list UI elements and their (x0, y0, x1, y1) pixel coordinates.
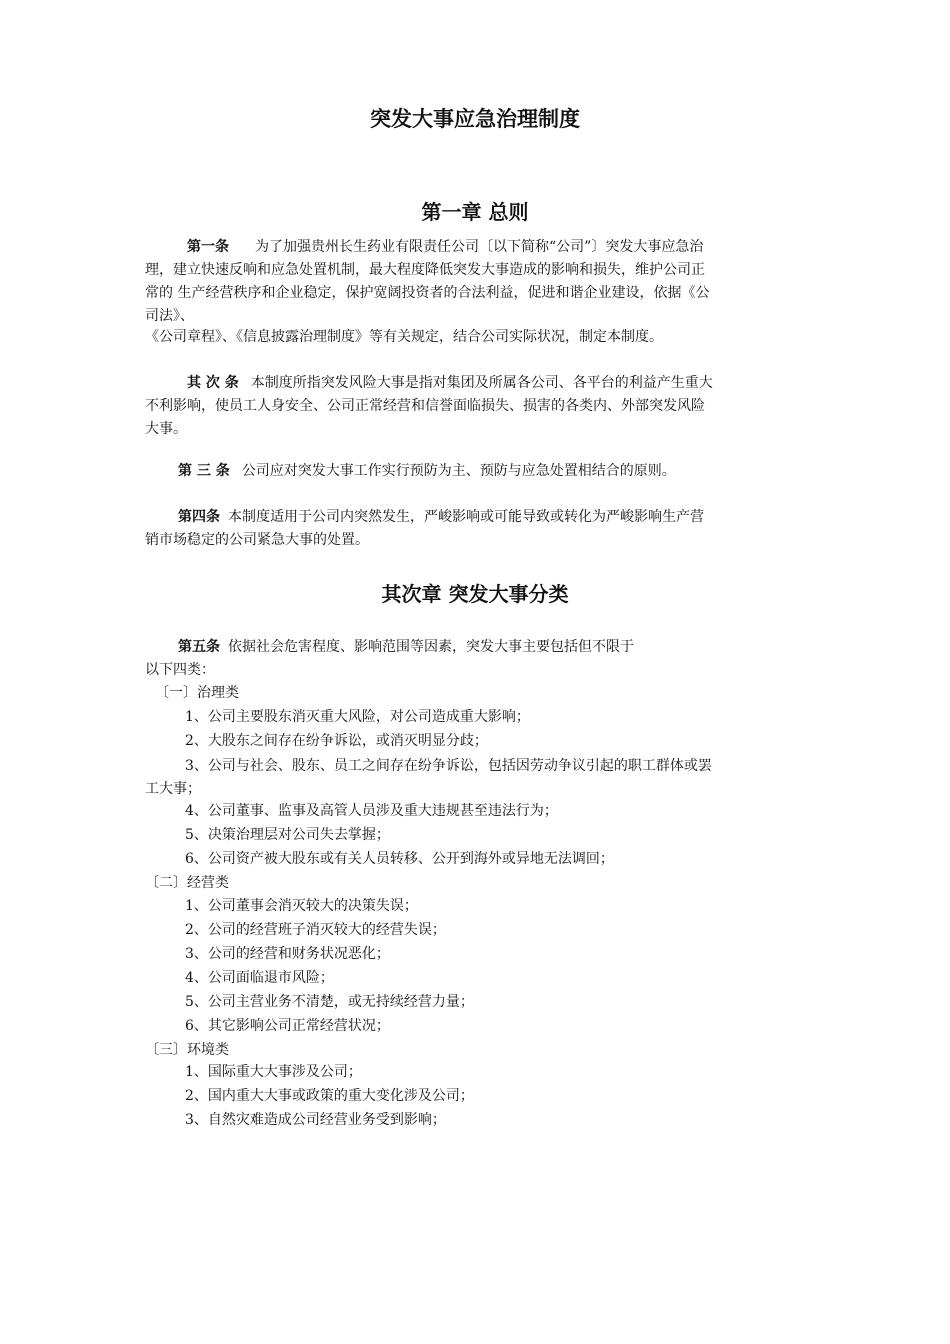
article-2-line-1 (145, 372, 855, 395)
list-item: 4、公司董事、监事及高管人员涉及重大违规甚至违法行为； (185, 803, 558, 819)
list-item: 3、公司与社会、股东、员工之间存在纷争诉讼，包括因劳动争议引起的职工群体或罢 (185, 758, 712, 774)
list-item: 3、自然灾难造成公司经营业务受到影响； (185, 1112, 446, 1128)
category-1-heading: 〔一〕治理类 (155, 685, 239, 701)
article-4-text-1: 本制度适用于公司内突然发生，严峻影响或可能导致或转化为严峻影响生产营 (228, 509, 704, 525)
list-item: 4、公司面临退市风险； (185, 970, 334, 986)
article-2-label: 其 次 条 (187, 375, 239, 391)
article-3-label: 第 三 条 (178, 463, 230, 479)
article-2-text-1: 本制度所指突发风险大事是指对集团及所属各公司、各平台的利益产生重大 (250, 375, 713, 391)
article-5-label: 第五条 (178, 639, 220, 655)
article-1-text-4: 司法》、 (145, 308, 194, 324)
article-3-text: 公司应对突发大事工作实行预防为主、预防与应急处置相结合的原则。 (241, 463, 676, 479)
chapter-2-heading: 其次章 突发大事分类 (381, 582, 569, 606)
article-1-line-1 (145, 236, 855, 259)
article-4-label: 第四条 (178, 509, 220, 525)
list-item: 2、大股东之间存在纷争诉讼，或消灭明显分歧； (185, 733, 488, 749)
list-item: 3、公司的经营和财务状况恶化； (185, 946, 390, 962)
category-2-heading: 〔二〕经营类 (145, 875, 229, 891)
article-2-text-2: 不利影响，使员工人身安全、公司正常经营和信誉面临损失、损害的各类内、外部突发风险 (145, 398, 705, 414)
article-1-text-5: 《公司章程》、《信息披露治理制度》等有关规定，结合公司实际状况，制定本制度。 (145, 329, 663, 345)
list-item: 6、公司资产被大股东或有关人员转移、公开到海外或异地无法调回； (185, 851, 614, 867)
list-item: 5、决策治理层对公司失去掌握； (185, 827, 390, 843)
article-1-label: 第一条 (187, 239, 229, 255)
chapter-1-heading: 第一章 总则 (421, 200, 529, 224)
article-4-line-1 (145, 506, 846, 529)
article-5-text-2: 以下四类： (145, 662, 215, 678)
list-item: 1、公司主要股东消灭重大风险，对公司造成重大影响； (185, 709, 530, 725)
list-item: 1、国际重大大事涉及公司； (185, 1064, 362, 1080)
document-title: 突发大事应急治理制度 (370, 107, 580, 131)
article-3-line-1 (145, 460, 846, 483)
article-1-text-1: 为了加强贵州长生药业有限责任公司〔以下简称“公司”〕突发大事应急治 (255, 239, 704, 255)
article-2-text-3: 大事。 (145, 421, 187, 437)
article-1-text-2: 理，建立快速反响和应急处置机制，最大程度降低突发大事造成的影响和损失，维护公司正 (145, 262, 705, 278)
list-item: 5、公司主营业务不清楚，或无持续经营力量； (185, 994, 474, 1010)
list-item: 6、其它影响公司正常经营状况； (185, 1018, 390, 1034)
article-1-text-3: 常的 生产经营秩序和企业稳定，保护宽阔投资者的合法利益，促进和谐企业建设，依据《公 (145, 285, 710, 301)
list-item: 1、公司董事会消灭较大的决策失误； (185, 898, 418, 914)
list-item: 2、公司的经营班子消灭较大的经营失误； (185, 922, 446, 938)
list-item-continuation: 工大事； (145, 781, 201, 797)
article-5-line-1 (145, 636, 846, 659)
article-5-text-1: 依据社会危害程度、影响范围等因素，突发大事主要包括但不限于 (228, 639, 634, 655)
category-3-heading: 〔三〕环境类 (145, 1042, 229, 1058)
article-4-text-2: 销市场稳定的公司紧急大事的处置。 (145, 532, 369, 548)
list-item: 2、国内重大大事或政策的重大变化涉及公司； (185, 1088, 474, 1104)
